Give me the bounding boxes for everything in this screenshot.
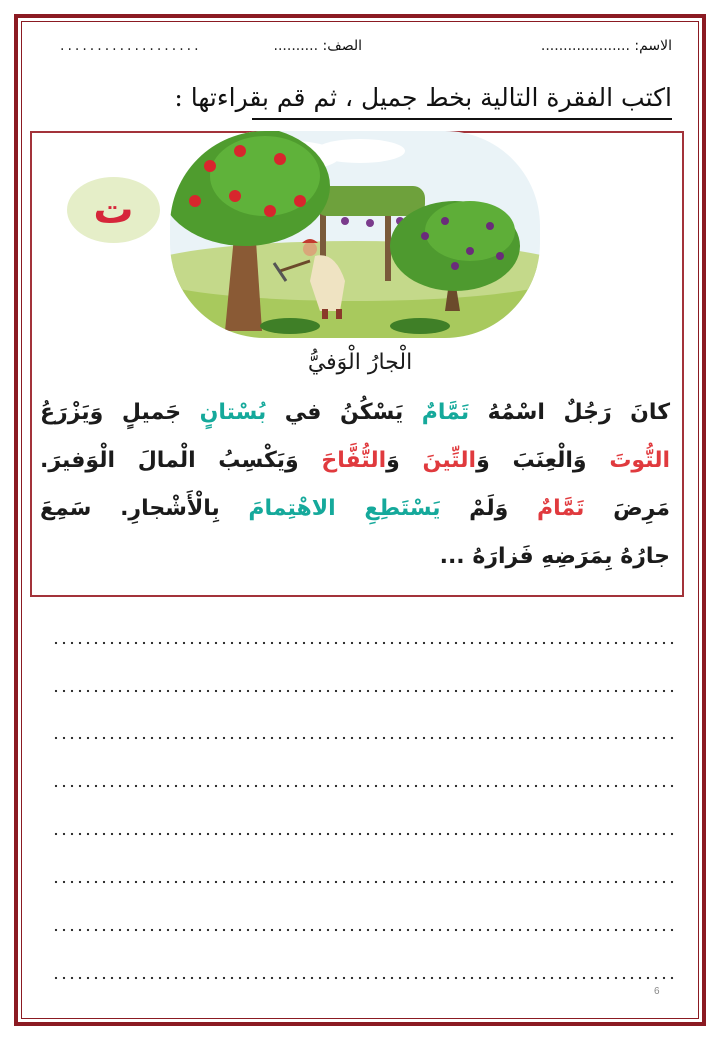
header xyxy=(60,38,672,60)
writing-line[interactable] xyxy=(52,880,674,884)
highlighted-word: بُسْتانٍ xyxy=(199,400,267,425)
writing-line[interactable] xyxy=(52,641,674,645)
highlighted-word: تَمَّامٌ xyxy=(537,496,585,521)
story-line-1 xyxy=(40,400,670,425)
tail-dots: ................... xyxy=(60,38,202,54)
story-text: وَالْعِنَبَ وَ xyxy=(476,448,610,473)
writing-line[interactable] xyxy=(52,689,674,693)
story-text: مَرِضَ xyxy=(584,496,670,521)
writing-line[interactable] xyxy=(52,976,674,980)
highlighted-word: يَسْتَطِعِ xyxy=(364,496,441,521)
story-text: وَلَمْ xyxy=(440,496,538,521)
highlighted-word: تَمَّامٌ xyxy=(421,400,470,425)
story-text: جَميلٍ وَيَزْرَعُ xyxy=(40,400,200,425)
name-dots: .................... xyxy=(540,38,630,54)
page-number: 6 xyxy=(654,986,660,997)
story-text: وَيَكْسِبُ الْمالَ الْوَفيرَ. xyxy=(40,448,322,473)
story-text: جارُهُ بِمَرَضِهِ فَزارَهُ ... xyxy=(439,544,670,569)
story-text: بِالْأَشْجارِ. سَمِعَ xyxy=(40,496,249,521)
story-line-2 xyxy=(40,448,670,473)
story-title: الْجارُ الْوَفيُّ xyxy=(307,350,413,375)
class-field[interactable] xyxy=(274,38,362,54)
story-text: كانَ رَجُلٌ اسْمُهُ xyxy=(469,400,670,425)
writing-line[interactable] xyxy=(52,832,674,836)
highlighted-word: التُّوتَ xyxy=(609,448,670,473)
instruction-heading: اكتب الفقرة التالية بخط جميل ، ثم قم بقراءتها : xyxy=(252,78,672,120)
highlighted-word: التُّفَّاحَ xyxy=(321,448,387,473)
story-line-4 xyxy=(40,544,670,569)
class-label: الصف: xyxy=(322,38,362,54)
highlighted-word: الاهْتِمامَ xyxy=(248,496,336,521)
orchard-illustration xyxy=(170,131,540,338)
story-line-3 xyxy=(40,496,670,521)
class-dots: .......... xyxy=(273,38,319,54)
letter-badge xyxy=(67,177,160,243)
highlighted-word: التِّينَ xyxy=(422,448,477,473)
name-label: الاسم: xyxy=(634,38,672,54)
story-text: وَ xyxy=(386,448,423,473)
writing-line[interactable] xyxy=(52,784,674,788)
featured-letter: ت xyxy=(93,187,134,233)
name-field[interactable] xyxy=(541,38,672,54)
story-text xyxy=(336,496,365,521)
writing-line[interactable] xyxy=(52,928,674,932)
story-text: يَسْكُنُ في xyxy=(266,400,422,425)
writing-line[interactable] xyxy=(52,736,674,740)
